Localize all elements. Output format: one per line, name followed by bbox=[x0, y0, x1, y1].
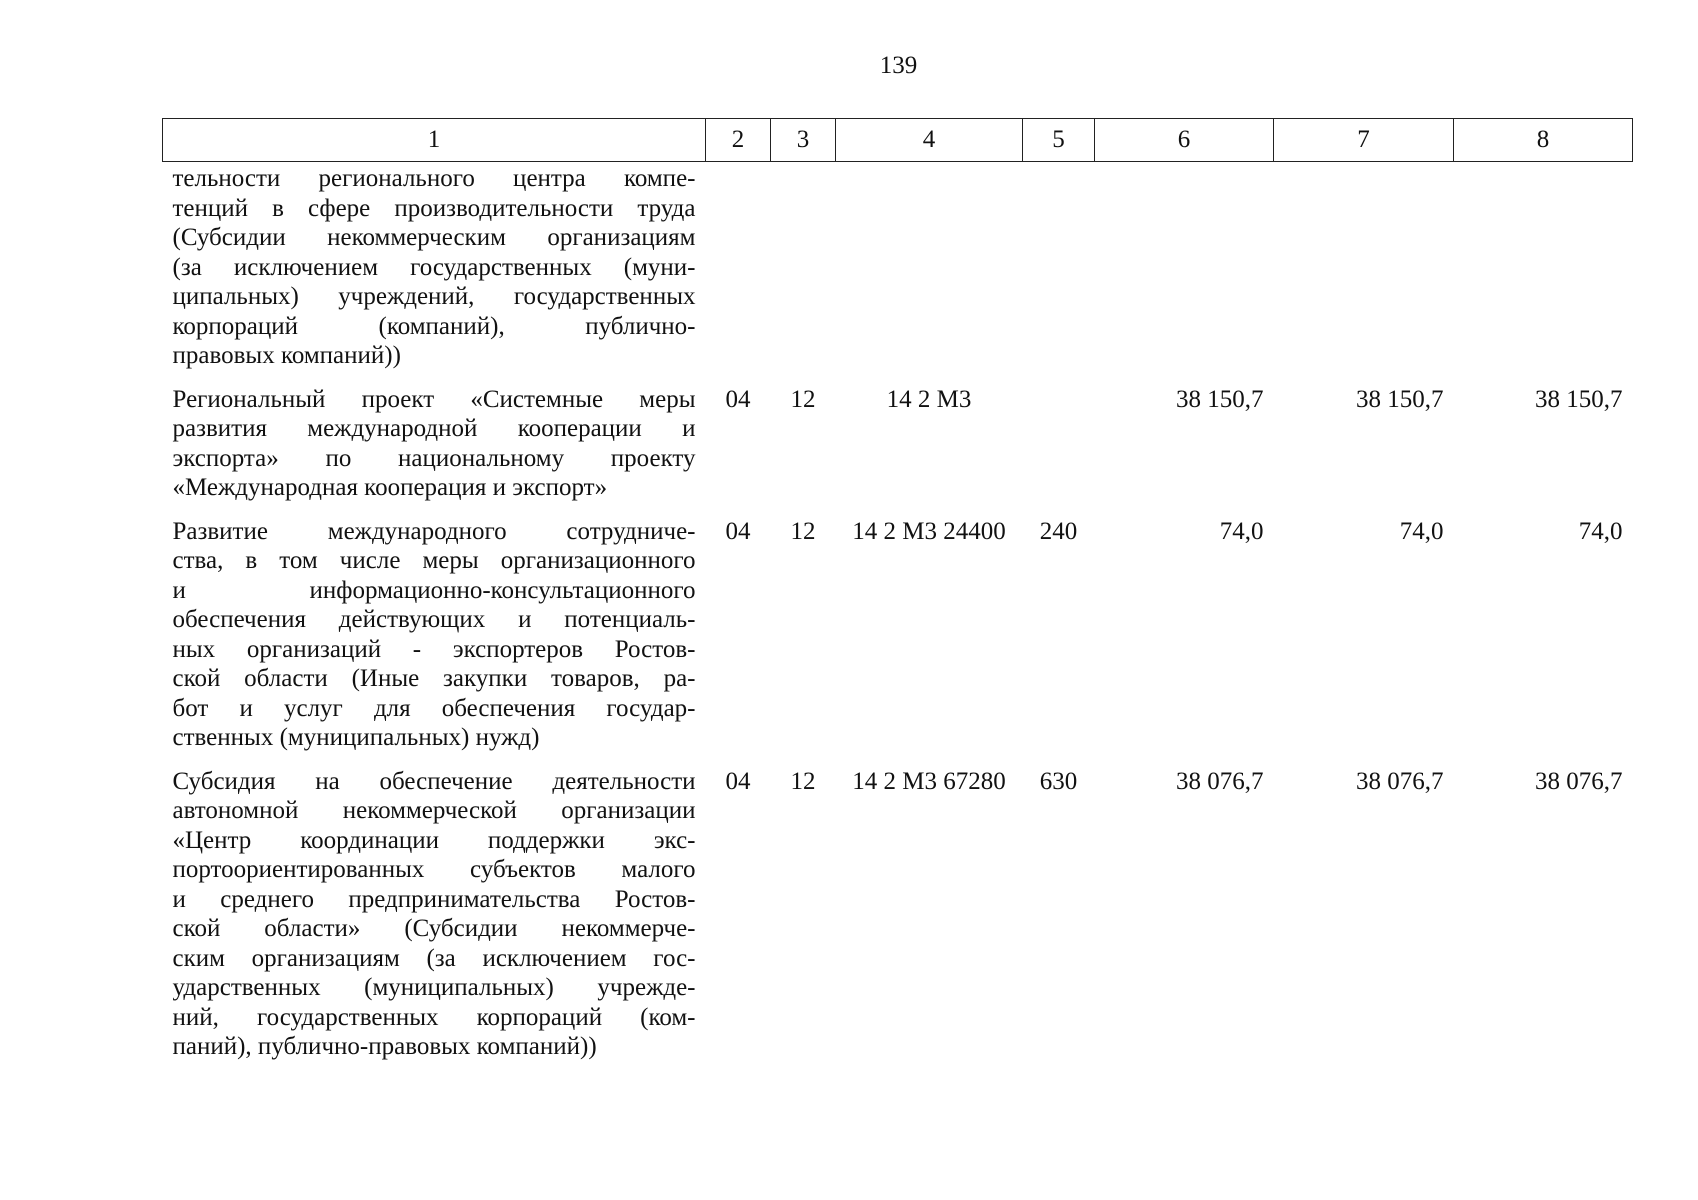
section-code: 04 bbox=[725, 767, 751, 795]
column-header-8: 8 bbox=[1454, 119, 1633, 162]
amount-col-6: 74,0 bbox=[1219, 517, 1264, 545]
target-article-code: 14 2 М3 67280 bbox=[852, 767, 1006, 795]
table-body bbox=[163, 162, 1633, 1062]
description-line: развития международной кооперации и bbox=[172, 415, 696, 442]
row-description bbox=[163, 503, 706, 753]
subsection-code bbox=[771, 162, 836, 371]
amount-col-8 bbox=[1454, 162, 1633, 371]
amount-col-7: 38 150,7 bbox=[1356, 385, 1444, 413]
column-header-2: 2 bbox=[706, 119, 771, 162]
description-line: Субсидия на обеспечение деятельности bbox=[172, 767, 696, 795]
column-header-4: 4 bbox=[836, 119, 1023, 162]
column-header-3: 3 bbox=[771, 119, 836, 162]
amount-col-7: 74,0 bbox=[1399, 517, 1444, 545]
row-description bbox=[163, 753, 706, 1062]
column-header-5: 5 bbox=[1023, 119, 1095, 162]
description-line: (Субсидии некоммерческим организациям bbox=[172, 224, 696, 251]
description-line: и информационно-консультационного bbox=[172, 576, 696, 604]
row-description bbox=[163, 371, 706, 503]
description-line: обеспечения действующих и потенциаль- bbox=[172, 606, 696, 633]
subsection-code: 12 bbox=[790, 517, 816, 545]
expense-type-code bbox=[1023, 371, 1095, 503]
description-line: и среднего предпринимательства Ростов- bbox=[172, 885, 696, 913]
table-row bbox=[163, 503, 1633, 753]
description-line: тельности регионального центра компе- bbox=[172, 165, 696, 192]
description-line: (за исключением государственных (муни- bbox=[172, 253, 696, 281]
budget-table bbox=[162, 118, 1633, 1062]
row-description bbox=[163, 162, 706, 371]
description-line: тенций в сфере производительности труда bbox=[172, 194, 696, 222]
section-code: 04 bbox=[725, 385, 751, 413]
table-row bbox=[163, 162, 1633, 371]
description-line: «Международная кооперация и экспорт» bbox=[172, 474, 608, 501]
expense-type-code bbox=[1023, 162, 1095, 371]
amount-col-7 bbox=[1274, 162, 1454, 371]
description-line: «Центр координации поддержки экс- bbox=[172, 826, 696, 854]
description-line: бот и услуг для обеспечения государ- bbox=[172, 694, 696, 722]
description-line: ским организациям (за исключением гос- bbox=[172, 944, 696, 972]
table-row bbox=[163, 753, 1633, 1062]
amount-col-8: 38 150,7 bbox=[1535, 385, 1623, 413]
amount-col-7: 38 076,7 bbox=[1356, 767, 1444, 795]
subsection-code: 12 bbox=[790, 767, 816, 795]
description-line: экспорта» по национальному проекту bbox=[172, 444, 696, 472]
description-line: правовых компаний)) bbox=[172, 342, 401, 369]
amount-col-6: 38 150,7 bbox=[1176, 385, 1264, 413]
column-header-6: 6 bbox=[1095, 119, 1274, 162]
expense-type-code: 240 bbox=[1039, 517, 1078, 545]
description-line: автономной некоммерческой организации bbox=[172, 797, 696, 824]
description-line: Развитие международного сотрудниче- bbox=[172, 517, 696, 545]
expense-type-code: 630 bbox=[1039, 767, 1078, 795]
description-line: ударственных (муниципальных) учрежде- bbox=[172, 974, 696, 1001]
description-line: ных организаций - экспортеров Ростов- bbox=[172, 635, 696, 663]
section-code: 04 bbox=[725, 517, 751, 545]
description-line: ний, государственных корпораций (ком- bbox=[172, 1003, 696, 1031]
section-code bbox=[706, 162, 771, 371]
table-row bbox=[163, 371, 1633, 503]
amount-col-6: 38 076,7 bbox=[1176, 767, 1264, 795]
description-line: Региональный проект «Системные меры bbox=[172, 385, 696, 413]
column-header-7: 7 bbox=[1274, 119, 1454, 162]
description-line: ственных (муниципальных) нужд) bbox=[172, 724, 540, 751]
target-article-code: 14 2 М3 bbox=[886, 385, 972, 413]
amount-col-8: 74,0 bbox=[1578, 517, 1623, 545]
amount-col-8: 38 076,7 bbox=[1535, 767, 1623, 795]
page-number: 139 bbox=[879, 52, 918, 79]
target-article-code: 14 2 М3 24400 bbox=[852, 517, 1006, 545]
amount-col-6 bbox=[1095, 162, 1274, 371]
description-line: ской области (Иные закупки товаров, ра- bbox=[172, 665, 696, 692]
target-article-code bbox=[836, 162, 1023, 371]
description-line: ской области» (Субсидии некоммерче- bbox=[172, 915, 696, 942]
description-line: портоориентированных субъектов малого bbox=[172, 856, 696, 883]
table-header-row bbox=[163, 119, 1633, 162]
budget-table-container bbox=[162, 118, 1632, 1062]
description-line: ципальных) учреждений, государственных bbox=[172, 283, 696, 310]
description-line: паний), публично-правовых компаний)) bbox=[172, 1033, 597, 1060]
description-line: корпораций (компаний), публично- bbox=[172, 312, 696, 340]
subsection-code: 12 bbox=[790, 385, 816, 413]
description-line: ства, в том числе меры организационного bbox=[172, 547, 696, 574]
column-header-1: 1 bbox=[163, 119, 706, 162]
